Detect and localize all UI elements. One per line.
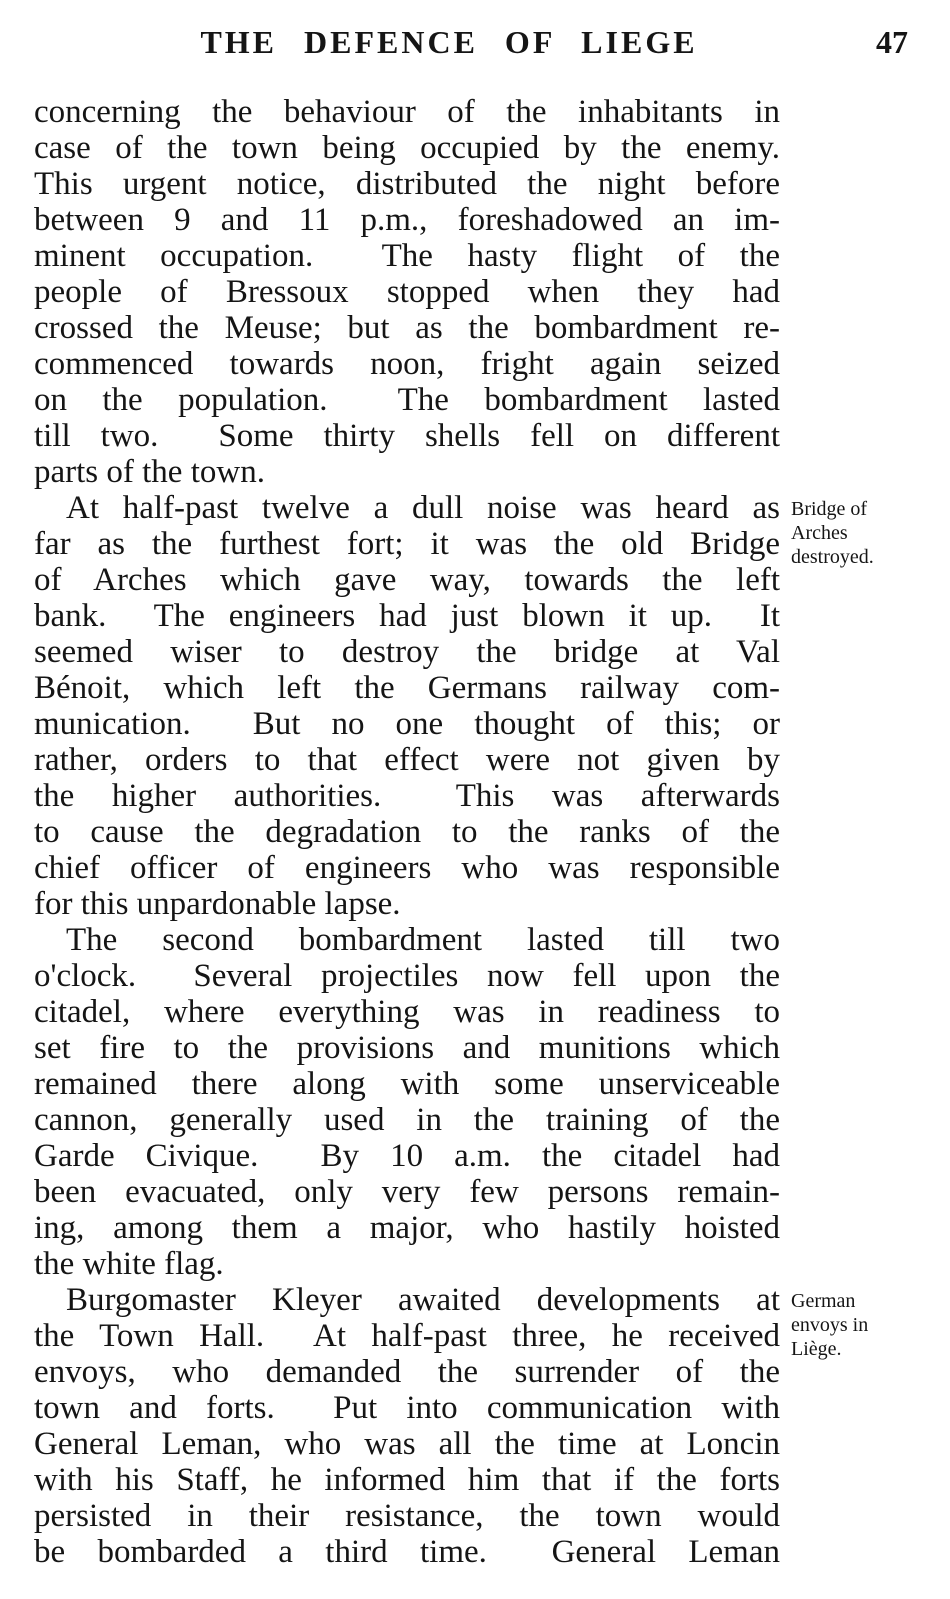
text-line: on the population. The bombardment lasted xyxy=(34,382,780,418)
margin-note xyxy=(791,1289,946,1361)
text-line: rather, orders to that effect were not given by xyxy=(34,742,780,778)
text-line: parts of the town. xyxy=(34,454,265,490)
margin-note-line: Bridge of xyxy=(791,498,868,520)
margin-note-line: destroyed. xyxy=(791,546,874,568)
text-line: case of the town being occupied by the enemy. xyxy=(34,130,780,166)
text-line: concerning the behaviour of the inhabitants in xyxy=(34,94,780,130)
page-title: THE DEFENCE OF LIEGE xyxy=(200,24,698,60)
text-line: chief officer of engineers who was responsible xyxy=(34,850,780,886)
text-line: This urgent notice, distributed the night before xyxy=(34,166,780,202)
text-line: citadel, where everything was in readiness to xyxy=(34,994,780,1030)
text-line: between 9 and 11 p.m., foreshadowed an im- xyxy=(34,202,780,238)
text-line: At half-past twelve a dull noise was heard as xyxy=(66,490,780,526)
text-line: of Arches which gave way, towards the left xyxy=(34,562,780,598)
margin-note xyxy=(791,497,946,569)
text-line: be bombarded a third time. General Leman xyxy=(34,1534,780,1570)
margin-note-line: Liège. xyxy=(791,1338,842,1360)
running-head xyxy=(34,24,908,68)
text-line: crossed the Meuse; but as the bombardment re- xyxy=(34,310,780,346)
text-line: bank. The engineers had just blown it up. It xyxy=(34,598,780,634)
text-line: minent occupation. The hasty flight of the xyxy=(34,238,780,274)
body-column xyxy=(34,94,874,1570)
text-line: for this unpardonable lapse. xyxy=(34,886,401,922)
text-line: The second bombardment lasted till two xyxy=(66,922,780,958)
text-line: set fire to the provisions and munitions which xyxy=(34,1030,780,1066)
text-line: Garde Civique. By 10 a.m. the citadel had xyxy=(34,1138,780,1174)
text-line: o'clock. Several projectiles now fell upon the xyxy=(34,958,780,994)
text-line: far as the furthest fort; it was the old Bridge xyxy=(34,526,780,562)
text-line: the white flag. xyxy=(34,1246,224,1282)
paragraph xyxy=(34,1282,869,1570)
text-line: the Town Hall. At half-past three, he received xyxy=(34,1318,780,1354)
paragraph xyxy=(34,490,874,922)
paragraph xyxy=(34,94,780,490)
margin-note-line: envoys in xyxy=(791,1314,869,1336)
text-line: ing, among them a major, who hastily hoisted xyxy=(34,1210,780,1246)
text-line: people of Bressoux stopped when they had xyxy=(34,274,780,310)
text-line: munication. But no one thought of this; or xyxy=(34,706,780,742)
text-line: the higher authorities. This was afterwards xyxy=(34,778,780,814)
text-line: Bénoit, which left the Germans railway com- xyxy=(34,670,780,706)
text-line: to cause the degradation to the ranks of the xyxy=(34,814,780,850)
text-line: envoys, who demanded the surrender of the xyxy=(34,1354,780,1390)
text-line: town and forts. Put into communication with xyxy=(34,1390,780,1426)
text-line: commenced towards noon, fright again seized xyxy=(34,346,780,382)
text-line: persisted in their resistance, the town would xyxy=(34,1498,780,1534)
text-line: till two. Some thirty shells fell on different xyxy=(34,418,780,454)
text-line: cannon, generally used in the training of the xyxy=(34,1102,780,1138)
text-line: General Leman, who was all the time at Loncin xyxy=(34,1426,780,1462)
text-line: Burgomaster Kleyer awaited developments at xyxy=(66,1282,780,1318)
margin-note-line: German xyxy=(791,1290,856,1312)
text-line: been evacuated, only very few persons remain- xyxy=(34,1174,780,1210)
margin-note-line: Arches xyxy=(791,522,848,544)
paragraph xyxy=(34,922,780,1282)
page-number: 47 xyxy=(876,24,908,60)
text-line: remained there along with some unserviceable xyxy=(34,1066,780,1102)
text-line: with his Staff, he informed him that if the forts xyxy=(34,1462,780,1498)
text-line: seemed wiser to destroy the bridge at Val xyxy=(34,634,780,670)
